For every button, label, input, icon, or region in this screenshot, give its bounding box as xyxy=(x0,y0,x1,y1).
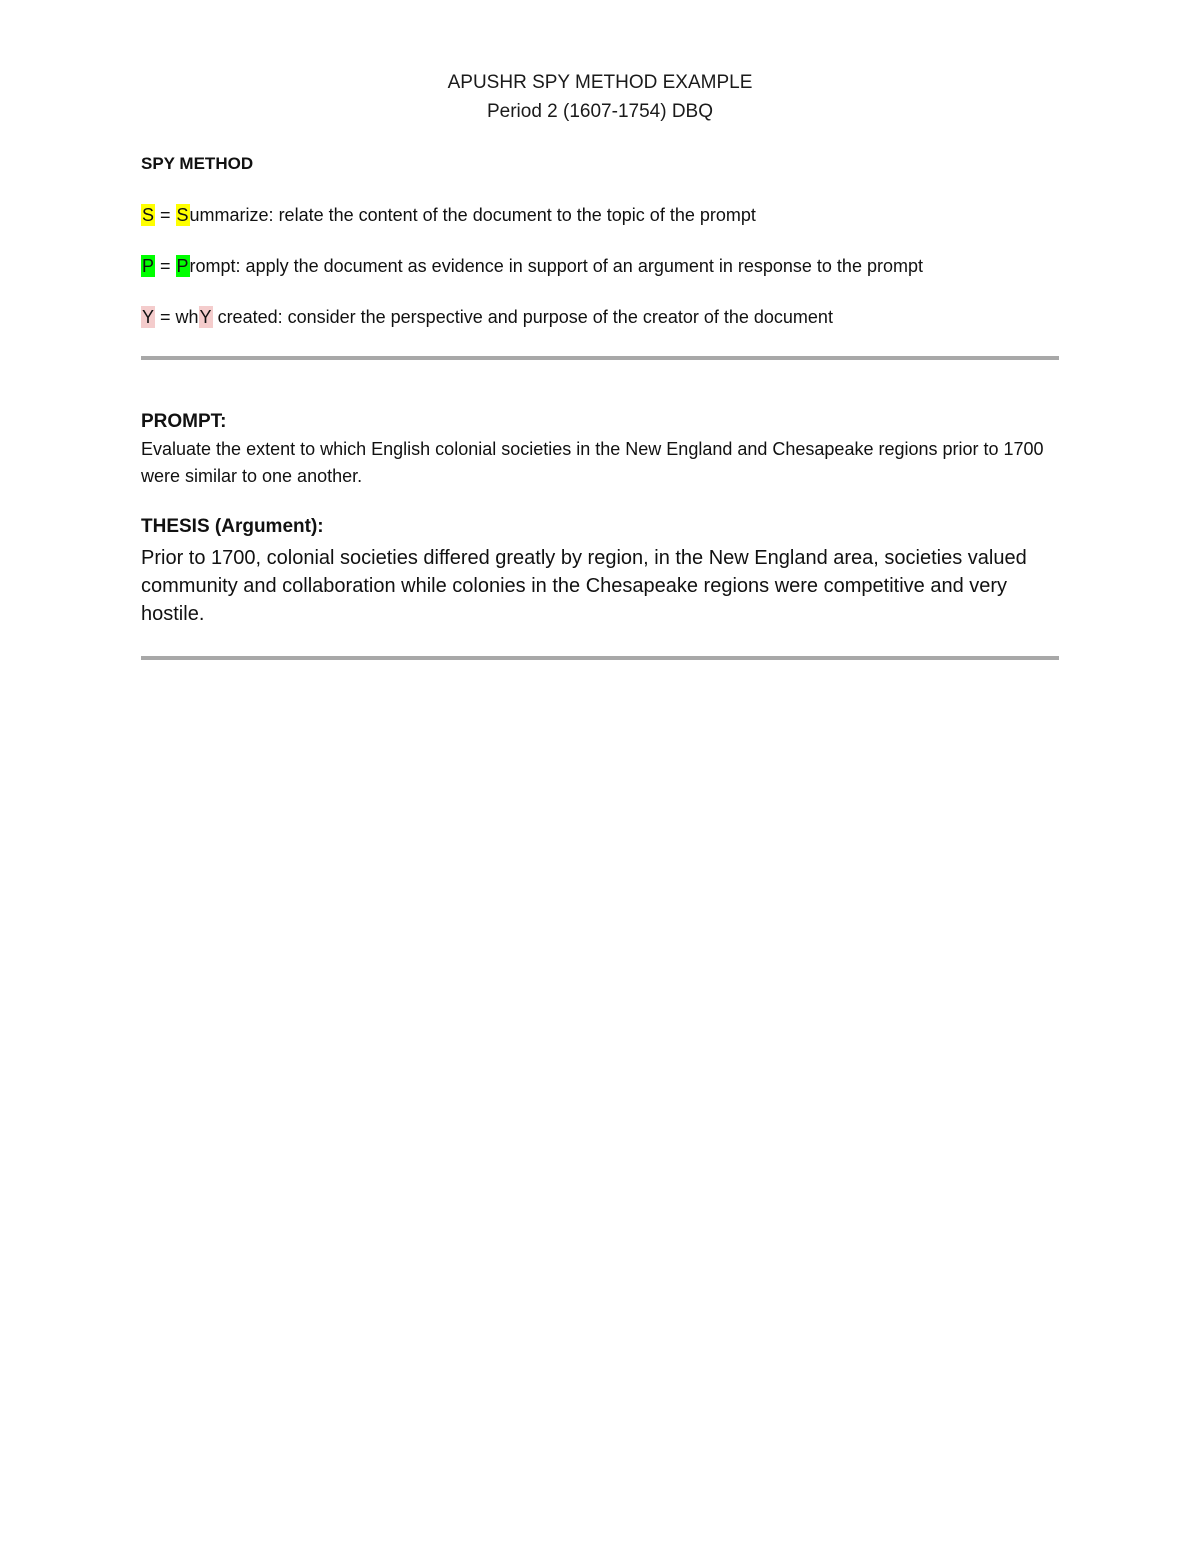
spy-item-prompt xyxy=(141,254,1059,278)
section-divider xyxy=(141,356,1059,360)
spy-letter-p: P xyxy=(142,256,155,276)
spy-equals: = xyxy=(155,205,176,225)
document-content xyxy=(141,68,1059,660)
section-divider xyxy=(141,656,1059,660)
spy-letter-s: S xyxy=(142,205,155,225)
spy-letter-y: Y xyxy=(142,307,155,327)
spy-definition-p: rompt: apply the document as evidence in support of an argument in response to the prompt xyxy=(189,256,923,276)
spy-word-highlight-y: Y xyxy=(199,307,212,327)
title-block xyxy=(141,68,1059,126)
prompt-text: Evaluate the extent to which English colonial societies in the New England and Chesapeake regions prior to 1700 were similar to one another. xyxy=(141,439,1044,486)
thesis-text: Prior to 1700, colonial societies differed greatly by region, in the New England area, societies valued community and collaboration while colonies in the Chesapeake regions were competitive and very hostile. xyxy=(141,547,1027,625)
spy-definition-y: created: consider the perspective and purpose of the creator of the document xyxy=(212,307,833,327)
spy-item-why xyxy=(141,305,1059,329)
spy-definition-s: ummarize: relate the content of the document to the topic of the prompt xyxy=(189,205,756,225)
thesis-label: THESIS (Argument): xyxy=(141,516,324,537)
spy-equals: = xyxy=(155,256,176,276)
spy-method-heading: SPY METHOD xyxy=(141,154,254,173)
prompt-label: PROMPT: xyxy=(141,411,227,432)
spy-word-highlight-p: P xyxy=(176,256,189,276)
spy-equals: = xyxy=(155,307,176,327)
spy-item-summarize xyxy=(141,203,1059,227)
spy-word-prefix-y: wh xyxy=(175,307,199,327)
spy-word-highlight-s: S xyxy=(176,205,189,225)
document-subtitle: Period 2 (1607-1754) DBQ xyxy=(486,101,713,122)
document-title: APUSHR SPY METHOD EXAMPLE xyxy=(447,72,753,93)
